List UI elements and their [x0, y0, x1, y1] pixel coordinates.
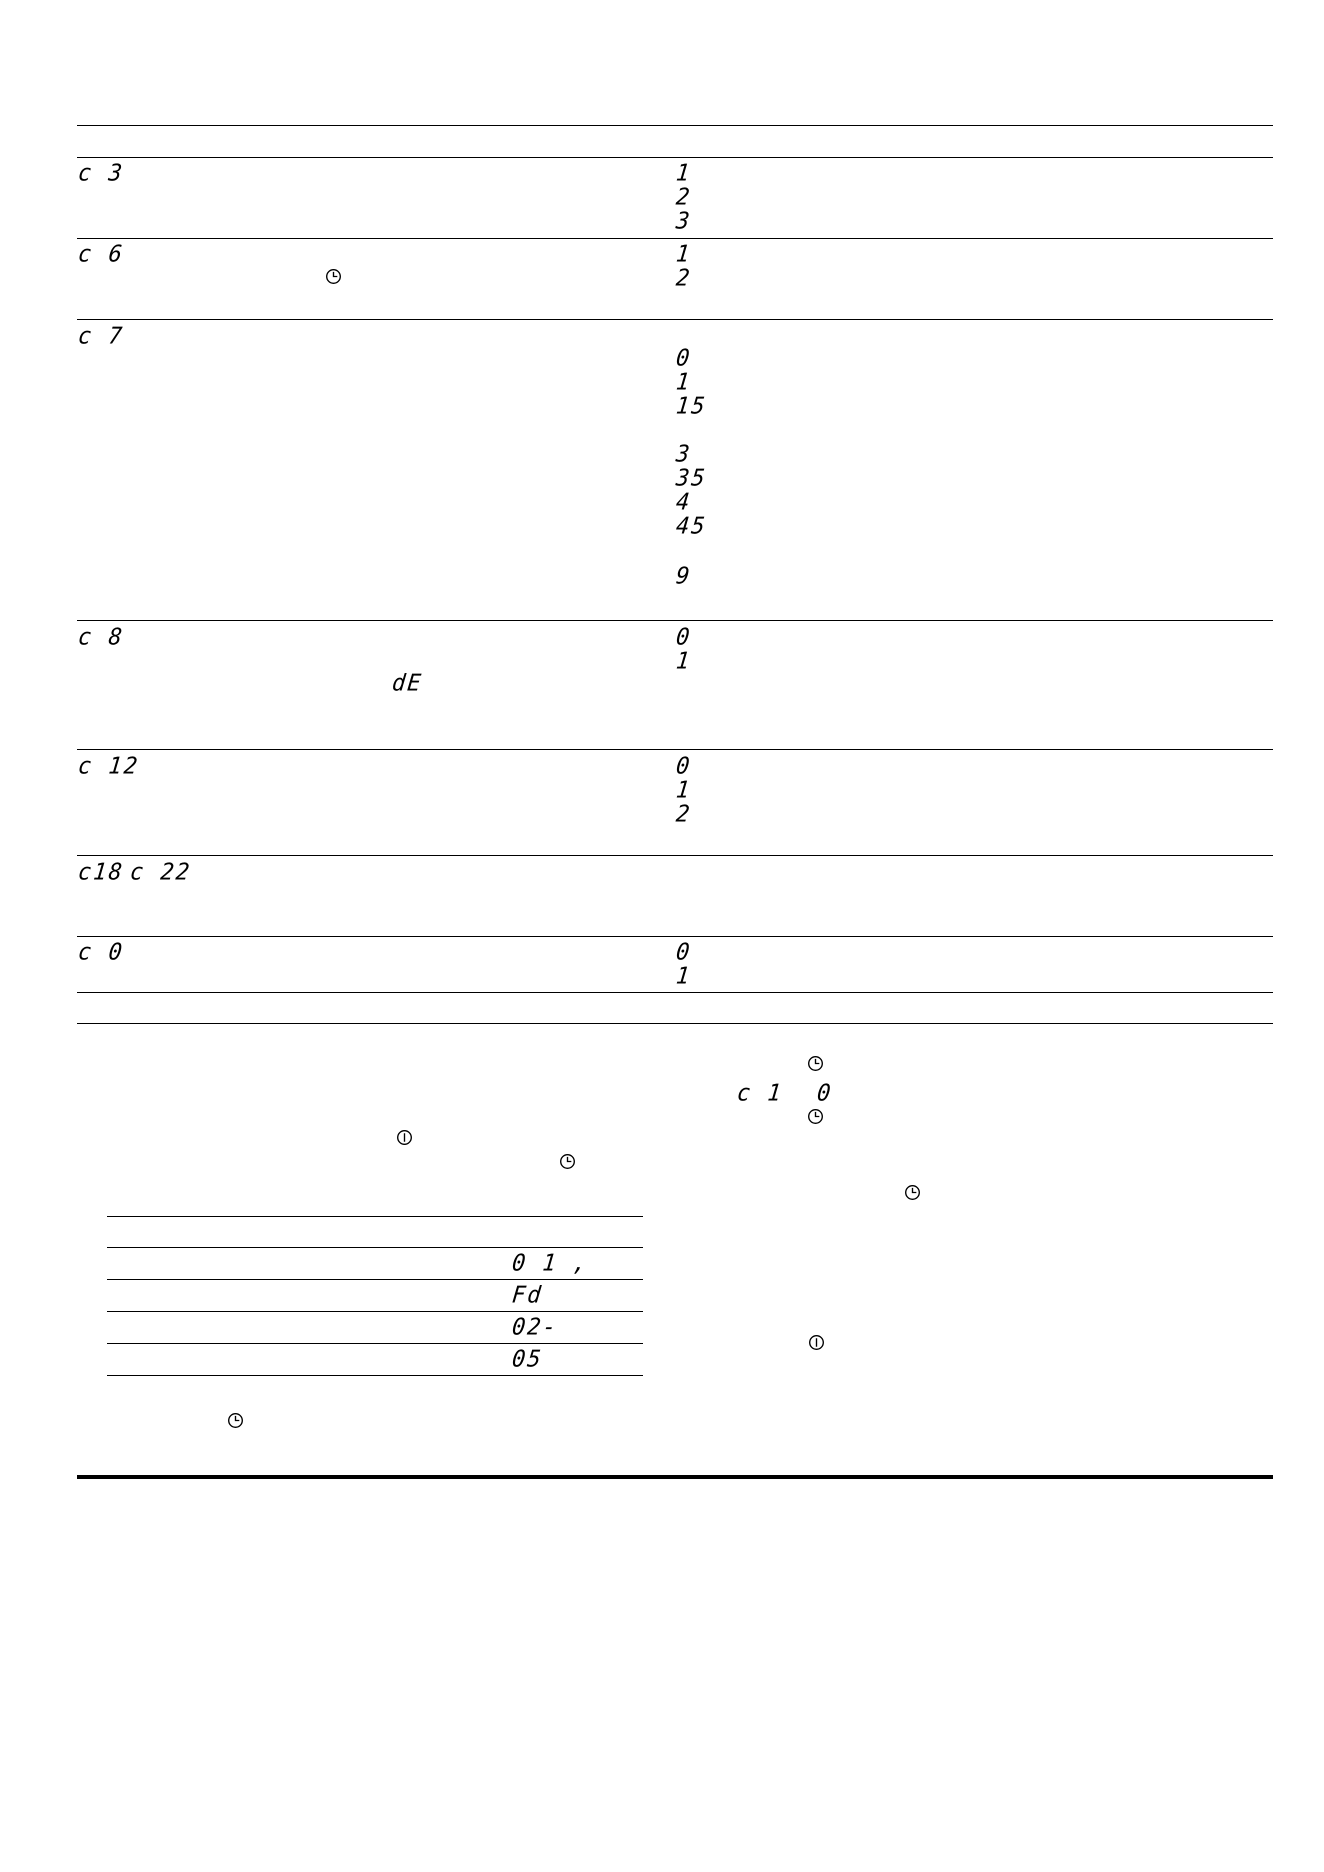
timer-icon — [559, 1153, 576, 1170]
setting-code: c 8 — [76, 624, 126, 651]
info-value: 02- — [510, 1314, 560, 1341]
setting-value: 2 — [674, 801, 693, 828]
setting-value: 9 — [674, 563, 693, 590]
setting-value: 1 — [674, 241, 693, 268]
setting-value: 2 — [674, 265, 693, 292]
setting-code: c 6 — [76, 241, 126, 268]
info-table-top-rule — [107, 1216, 643, 1217]
table-top-rule — [77, 125, 1273, 126]
setting-code: c 0 — [76, 939, 126, 966]
setting-value: 1 — [674, 963, 693, 990]
info-table-row-rule — [107, 1343, 643, 1344]
info-value: Fd — [510, 1282, 544, 1309]
setting-value: 15 — [674, 393, 708, 420]
setting-value: 0 — [674, 345, 693, 372]
table-header-rule — [77, 157, 1273, 158]
info-table-row-rule — [107, 1247, 643, 1248]
display-value: 0 — [815, 1080, 834, 1107]
row-divider — [77, 855, 1273, 856]
setting-code: c 12 — [76, 753, 141, 780]
row-divider — [77, 319, 1273, 320]
info-value: 05 — [510, 1346, 544, 1373]
section-top-rule — [77, 1023, 1273, 1024]
page-bottom-rule — [77, 1475, 1273, 1479]
row-divider — [77, 936, 1273, 937]
info-table-row-rule — [107, 1311, 643, 1312]
info-table-bottom-rule — [107, 1375, 643, 1376]
timer-icon — [807, 1108, 824, 1125]
setting-value: 1 — [674, 777, 693, 804]
timer-icon — [807, 1055, 824, 1072]
power-icon — [396, 1129, 413, 1146]
table-bottom-rule — [77, 992, 1273, 993]
setting-code: c18 — [76, 859, 126, 886]
setting-value: 1 — [674, 648, 693, 675]
power-icon — [808, 1334, 825, 1351]
setting-value: 1 — [674, 160, 693, 187]
timer-icon — [227, 1412, 244, 1429]
row-divider — [77, 749, 1273, 750]
setting-value: 2 — [674, 184, 693, 211]
setting-code-secondary: c 22 — [128, 859, 193, 886]
info-value: 0 1 , — [510, 1250, 590, 1277]
setting-code: c 7 — [76, 323, 126, 350]
info-table-row-rule — [107, 1279, 643, 1280]
setting-value: 0 — [674, 939, 693, 966]
setting-value: 35 — [674, 465, 708, 492]
row-divider — [77, 238, 1273, 239]
setting-value: 45 — [674, 513, 708, 540]
setting-value: 3 — [674, 441, 693, 468]
setting-value: 3 — [674, 208, 693, 235]
setting-value: 0 — [674, 753, 693, 780]
inline-display: dE — [390, 670, 424, 697]
setting-value: 0 — [674, 624, 693, 651]
row-divider — [77, 620, 1273, 621]
display-code: c 1 — [735, 1080, 785, 1107]
setting-value: 4 — [674, 489, 693, 516]
setting-value: 1 — [674, 369, 693, 396]
timer-icon — [325, 268, 342, 285]
timer-icon — [904, 1184, 921, 1201]
setting-code: c 3 — [76, 160, 126, 187]
